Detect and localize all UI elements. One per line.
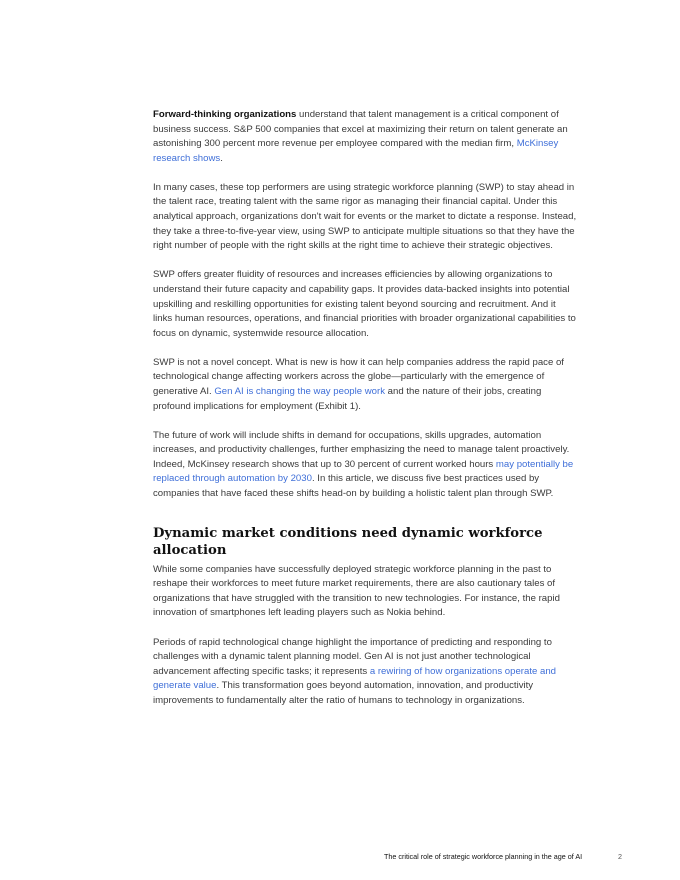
section-heading: Dynamic market conditions need dynamic workforce allocation xyxy=(153,525,543,558)
paragraph-text: The future of work will include shifts in demand for occupations, skills upgrades, automation increases, and productivity challenges, further emphasizing the need to manage talent proactively. Indeed, McKinsey research shows that up to 30 percent of current worked hours xyxy=(153,429,570,470)
paragraph-text-end: . This transformation goes beyond automation, innovation, and productivity improvements to fundamentally alter the ratio of humans to technology in organizations. xyxy=(153,680,534,706)
page-number: 2 xyxy=(618,852,622,861)
paragraph-text: understand that talent management is a critical component of business success. S&P 500 companies that excel at maximizing their return on talent generate an astonishing 300 percent more revenue per employee compared with the median firm, xyxy=(153,109,568,150)
link-rewiring-organizations[interactable]: a rewiring of how organizations operate and generate value xyxy=(153,665,556,692)
paragraph-top-performers: In many cases, these top performers are using strategic workforce planning (SWP) to stay ahead in the talent race, treating talent with the same rigor as managing their financial capital. Under this analytical approach, organizations don't wait for events or the market to dictate a response. Instead, they take a three-to-five-year view, using SWP to anticipate multiple situations so that they have the right number of people with the right skills at the right time to achieve their strategic objectives. xyxy=(153,181,577,252)
footer-title: The critical role of strategic workforce planning in the age of AI xyxy=(384,852,583,861)
paragraph-text-end: and the nature of their jobs, creating profound implications for employment (Exhibit 1). xyxy=(153,386,542,412)
paragraph-future-of-work xyxy=(153,429,577,502)
paragraph-swp-novel xyxy=(153,356,577,414)
lead-phrase: Forward-thinking organizations xyxy=(153,109,297,120)
article-body xyxy=(153,108,577,723)
link-mckinsey-research[interactable]: McKinsey research shows xyxy=(153,138,559,164)
paragraph-swp-fluidity: SWP offers greater fluidity of resources and increases efficiencies by allowing organizations to understand their future capacity and capability gaps. It provides data-backed insights into potential upskilling and reskilling opportunities for existing talent beyond sourcing and recruitment. And it links human resources, operations, and financial priorities with broader organizational capabilities to focus on dynamic, systemwide resource allocation. xyxy=(153,269,576,339)
paragraph-intro xyxy=(153,108,577,166)
link-gen-ai-work[interactable]: Gen AI is changing the way people work xyxy=(214,386,386,397)
paragraph-text: Periods of rapid technological change highlight the importance of predicting and responding to challenges with a dynamic talent planning model. Gen AI is not just another technological advancement affecting specific tasks; it represents xyxy=(153,636,552,677)
paragraph-cautionary-tales: While some companies have successfully deployed strategic workforce planning in the past to reshape their workforces to meet future market requirements, there are also cautionary tales of organizations that have struggled with the transition to new technologies. For instance, the rapid innovation of smartphones left leading players such as Nokia behind. xyxy=(153,563,560,619)
link-automation-2030[interactable]: may potentially be replaced through automation by 2030 xyxy=(153,458,574,485)
paragraph-text: SWP is not a novel concept. What is new is how it can help companies address the rapid pace of technological change affecting workers across the globe—particularly with the emergence of generative AI. xyxy=(153,356,564,397)
paragraph-text-end: . In this article, we discuss five best practices used by companies that have faced these shifts head-on by building a holistic talent plan through SWP. xyxy=(153,473,554,500)
paragraph-rapid-change xyxy=(153,636,577,709)
paragraph-text-end: . xyxy=(220,152,223,164)
